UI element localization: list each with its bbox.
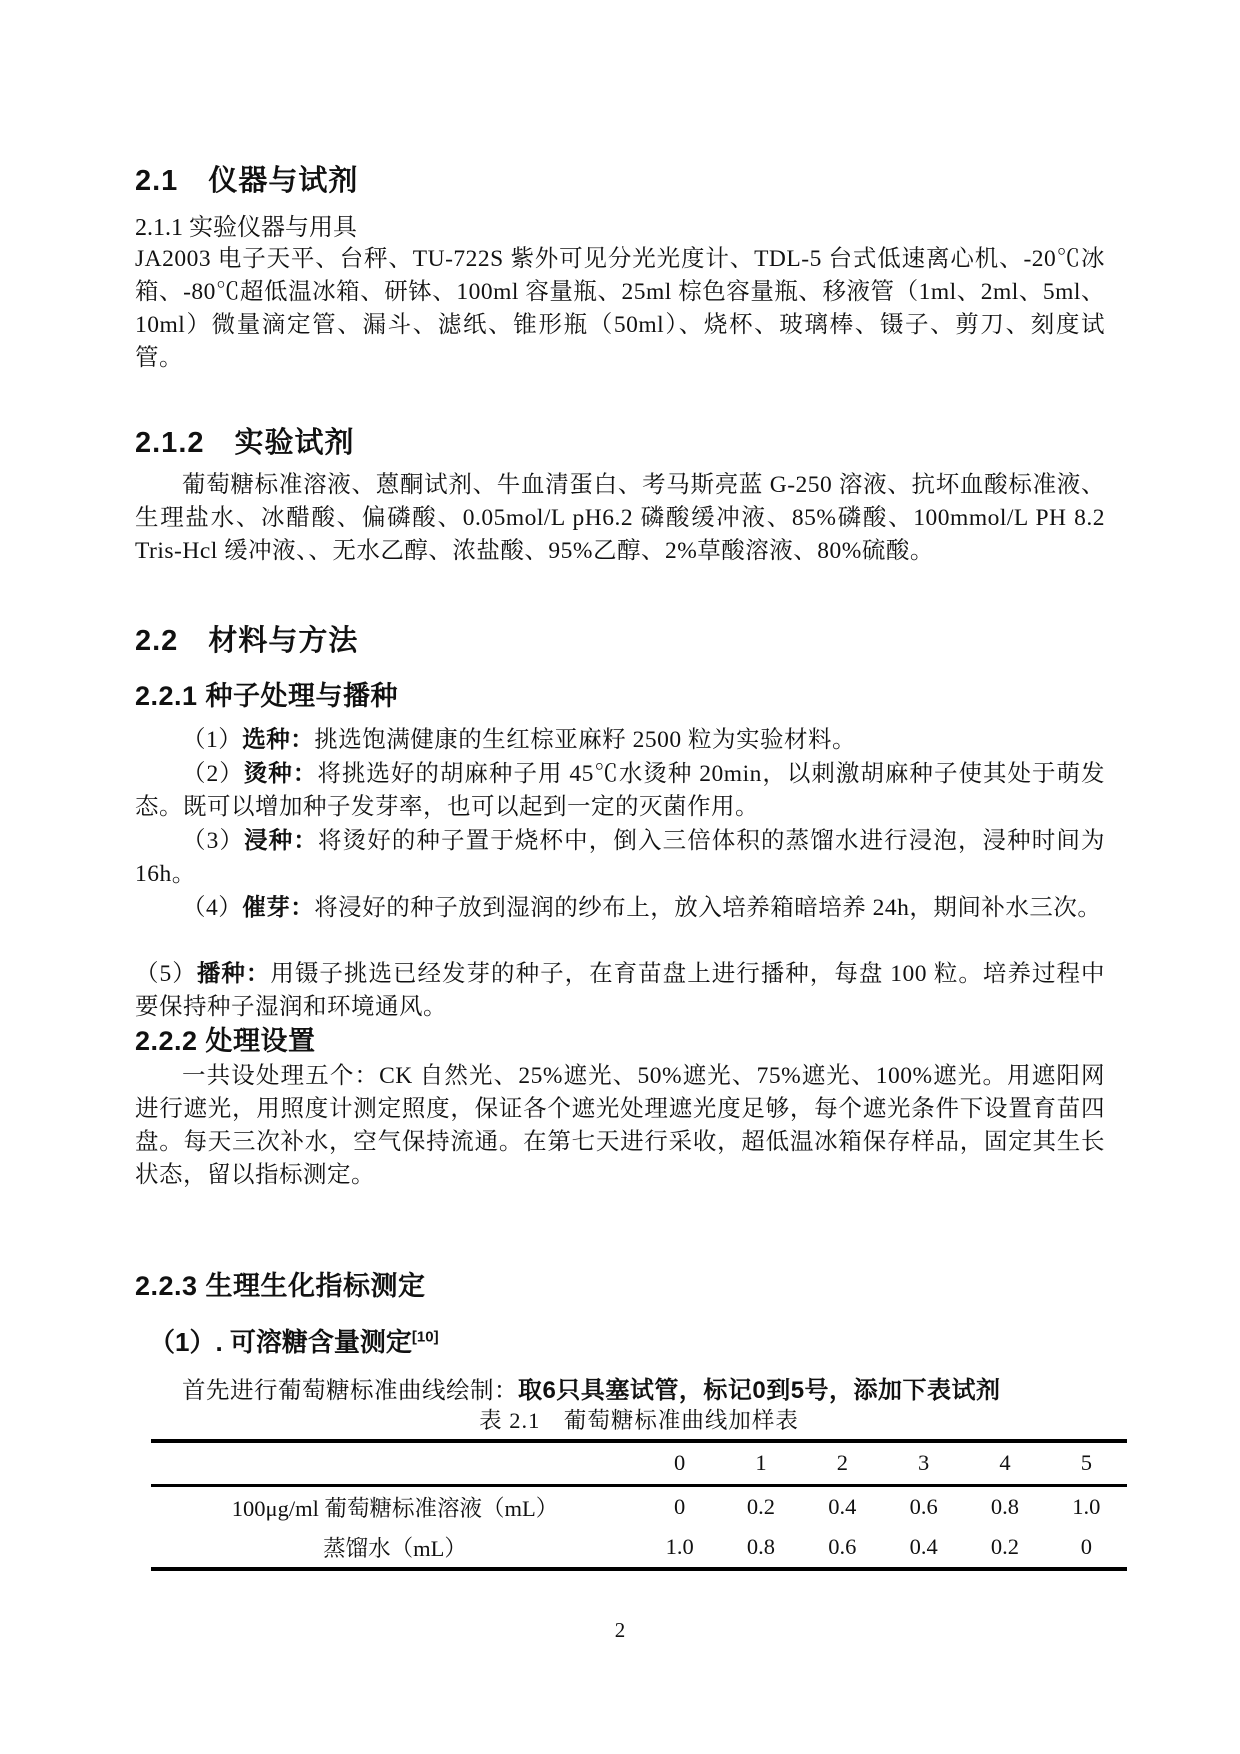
- step-label: 催芽：: [242, 894, 315, 920]
- step-number: （5）: [135, 961, 197, 987]
- paragraph-reagents: 葡萄糖标准溶液、蒽酮试剂、牛血清蛋白、考马斯亮蓝 G-250 溶液、抗坏血酸标准液、生理盐水、冰醋酸、偏磷酸、0.05mol/L pH6.2 磷酸缓冲液、85%磷酸、100mmol/L PH 8.2 Tris-Hcl 缓冲液、、无水乙醇、浓盐酸、95%乙醇、2%草酸溶液、80%硫酸。: [135, 472, 1105, 564]
- paragraph-treatments: 一共设处理五个：CK 自然光、25%遮光、50%遮光、75%遮光、100%遮光。用遮阳网进行遮光，用照度计测定照度，保证各个遮光处理遮光度足够，每个遮光条件下设置育苗四盘。每天三次补水，空气保持流通。在第七天进行采收，超低温冰箱保存样品，固定其生长状态，留以指标测定。: [135, 1063, 1105, 1188]
- step-text: 挑选饱满健康的生红棕亚麻籽 2500 粒为实验材料。: [314, 727, 856, 753]
- table-cell: 0.2: [746, 1493, 776, 1519]
- intro-normal-text: 首先进行葡萄糖标准曲线绘制：: [182, 1378, 518, 1404]
- table-cell: 0: [1080, 1534, 1092, 1559]
- table-row: [151, 1527, 1127, 1569]
- section-heading-2-1-2: 2.1.2 实验试剂: [135, 427, 355, 459]
- table-header-cell: [151, 1441, 639, 1485]
- glucose-sample-table: [151, 1439, 1127, 1571]
- step-item-1: [135, 723, 1105, 757]
- table-cell: 0.4: [828, 1493, 857, 1519]
- step-number: （3）: [182, 828, 245, 854]
- table-header-cell: 3: [883, 1441, 964, 1485]
- table-cell: 0.4: [909, 1534, 938, 1559]
- table-header-cell: 5: [1046, 1441, 1127, 1485]
- table-cell: 0.6: [909, 1493, 938, 1519]
- table-header-cell: 0: [639, 1441, 720, 1485]
- section-heading-2-2-2: 2.2.2 处理设置: [135, 1026, 316, 1056]
- section-heading-2-2: 2.2 材料与方法: [135, 625, 359, 657]
- step-text: 将浸好的种子放到湿润的纱布上，放入培养箱暗培养 24h，期间补水三次。: [314, 895, 1102, 921]
- citation-superscript: [10]: [411, 1328, 439, 1346]
- step-number: （4）: [182, 895, 243, 921]
- step-item-5: [135, 957, 1105, 1024]
- step-text: 将挑选好的胡麻种子用 45℃水烫种 20min，以刺激胡麻种子使其处于萌发态。既可以增加种子发芽率，也可以起到一定的灭菌作用。: [135, 761, 1106, 820]
- table-cell: 0.6: [828, 1534, 857, 1559]
- table-cell: 0.8: [990, 1493, 1020, 1519]
- step-item-2: [135, 757, 1105, 824]
- step-label: 浸种：: [244, 827, 318, 853]
- table-cell: 0.8: [746, 1534, 776, 1559]
- heading-soluble-sugar: [135, 1326, 1105, 1358]
- step-number: （2）: [182, 761, 244, 787]
- table-cell: 1.0: [1072, 1493, 1101, 1519]
- paragraph-standard-curve-intro: [135, 1374, 1105, 1408]
- section-heading-2-2-3: 2.2.3 生理生化指标测定: [135, 1271, 426, 1301]
- table-header-row: [151, 1441, 1127, 1485]
- table-header-cell: 2: [802, 1441, 883, 1485]
- step-item-3: [135, 824, 1105, 891]
- soluble-sugar-title: （1）. 可溶糖含量测定: [149, 1327, 412, 1357]
- paragraph-instruments: JA2003 电子天平、台秤、TU-722S 紫外可见分光光度计、TDL-5 台式低速离心机、-20℃冰箱、-80℃超低温冰箱、研钵、100ml 容量瓶、25ml 棕色容量瓶、移液管（1ml、2ml、5ml、10ml）微量滴定管、漏斗、滤纸、锥形瓶（50ml）、烧杯、玻璃棒、镊子、剪刀、刻度试管。: [135, 246, 1105, 371]
- step-number: （1）: [182, 727, 243, 753]
- intro-bold-text: 取6只具塞试管，标记0到5号，添加下表试剂: [518, 1377, 1001, 1404]
- section-heading-2-2-1: 2.2.1 种子处理与播种: [135, 681, 399, 711]
- table-cell: 1.0: [665, 1534, 694, 1559]
- section-heading-2-1: 2.1 仪器与试剂: [135, 165, 359, 197]
- step-label: 选种：: [242, 726, 315, 752]
- step-text: 将烫好的种子置于烧杯中，倒入三倍体积的蒸馏水进行浸泡，浸种时间为 16h。: [135, 828, 1106, 887]
- table-cell: 0: [674, 1493, 686, 1519]
- table-header-cell: 1: [720, 1441, 801, 1485]
- step-item-4: [135, 891, 1105, 957]
- section-heading-2-1-1: 2.1.1 实验仪器与用具: [135, 215, 357, 241]
- table-caption: 表 2.1 葡萄糖标准曲线加样表: [479, 1408, 799, 1433]
- glucose-table-block: [151, 1408, 1127, 1571]
- page-number: 2: [614, 1618, 626, 1642]
- table-row-label: 蒸馏水（mL）: [323, 1536, 467, 1561]
- seed-steps-list: [135, 723, 1105, 1024]
- table-row-label: 100μg/ml 葡萄糖标准溶液（mL）: [231, 1495, 559, 1521]
- table-row: [151, 1485, 1127, 1527]
- table-header-cell: 4: [964, 1441, 1045, 1485]
- step-text: 用镊子挑选已经发芽的种子，在育苗盘上进行播种，每盘 100 粒。培养过程中要保持种子湿润和环境通风。: [135, 961, 1106, 1020]
- step-label: 烫种：: [243, 760, 318, 786]
- table-cell: 0.2: [990, 1534, 1020, 1559]
- step-label: 播种：: [196, 960, 271, 986]
